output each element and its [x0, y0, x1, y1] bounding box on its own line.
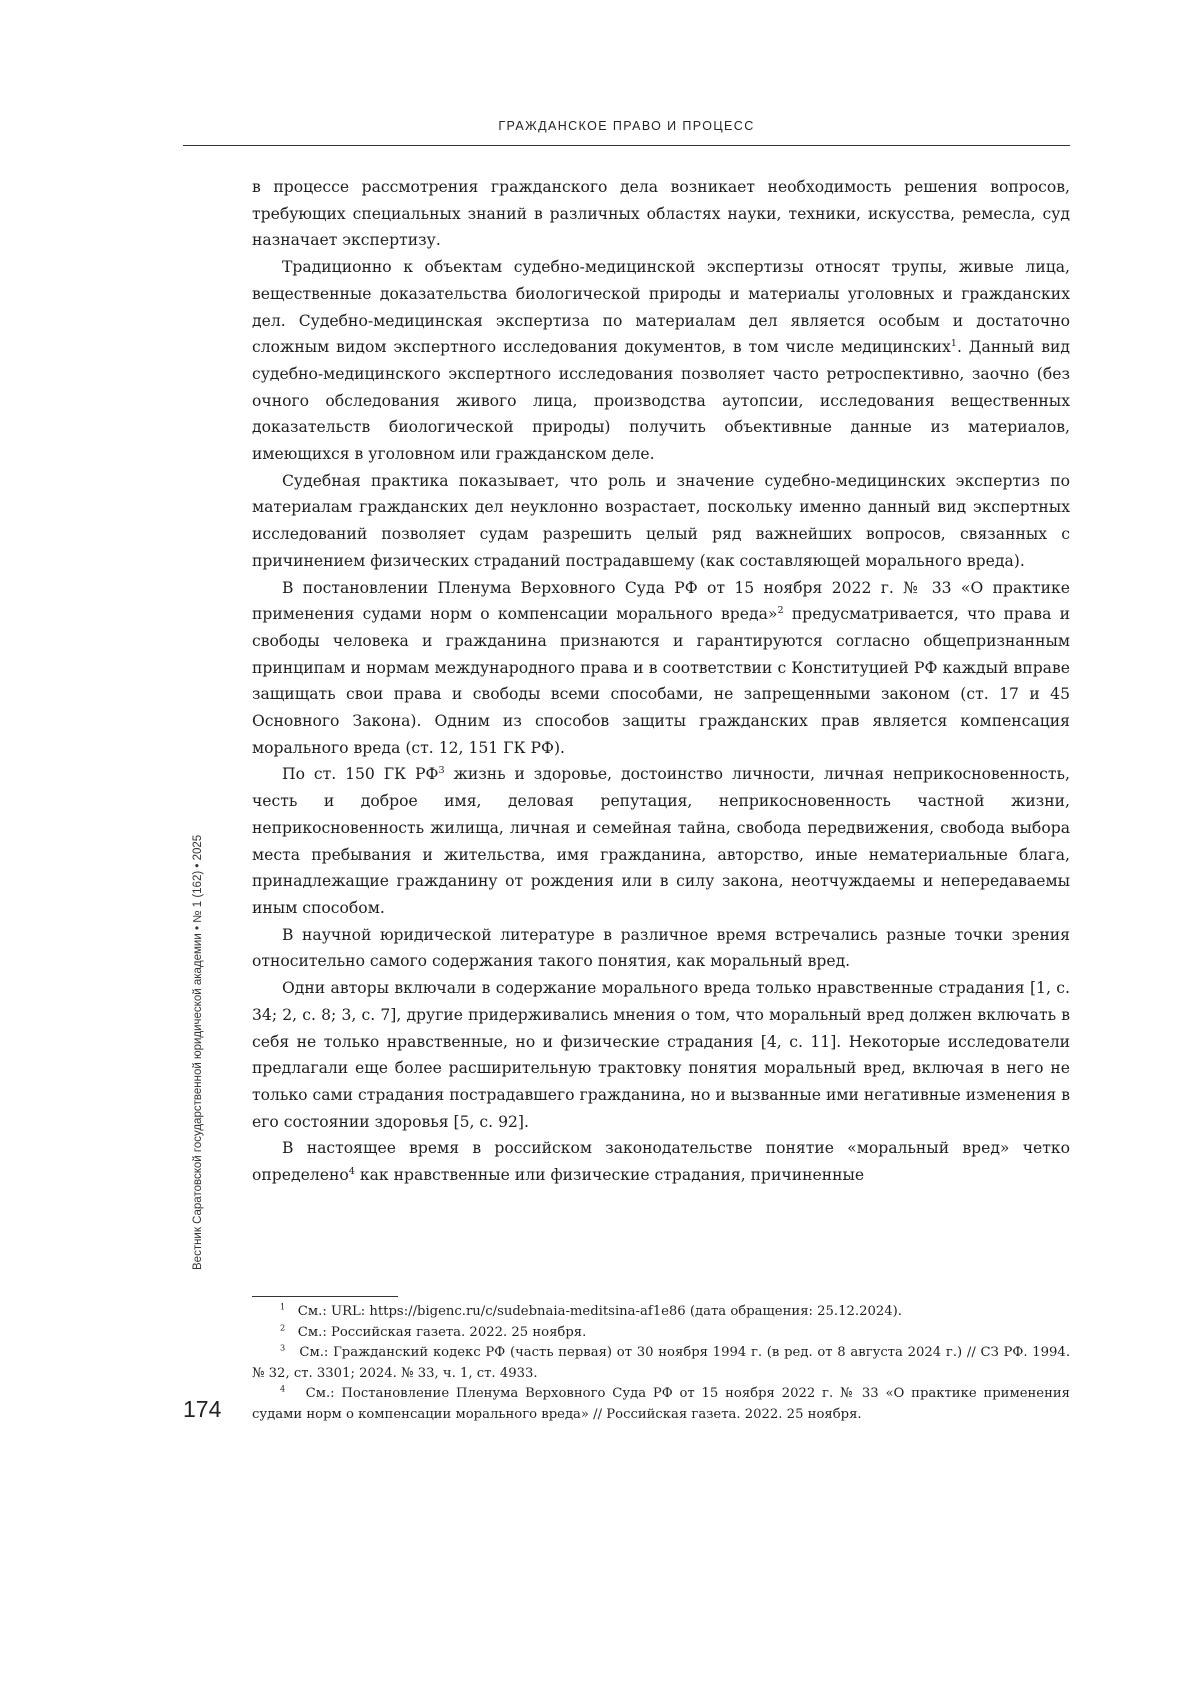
paragraph-8-text-b: как нравственные или физические страдания, причиненные — [354, 1166, 865, 1185]
footnote-number: 2 — [280, 1322, 286, 1333]
footnote-text: См.: Российская газета. 2022. 25 ноября. — [297, 1324, 587, 1340]
paragraph-4 — [252, 575, 1070, 762]
footnote-number: 4 — [280, 1383, 286, 1394]
footnote-text: См.: Гражданский кодекс РФ (часть первая) от 30 ноября 1994 г. (в ред. от 8 августа 2024 г.) // СЗ РФ. 1994. № 32, ст. 3301; 2024. № 33, ч. 1, ст. 4933. — [252, 1345, 1071, 1381]
footnote-number: 1 — [280, 1301, 286, 1312]
footnote-number: 3 — [280, 1342, 286, 1353]
paragraph-5-text-a: По ст. 150 ГК РФ — [282, 765, 439, 784]
footnote-3 — [252, 1343, 1070, 1384]
paragraph-2-text-b: . Данный вид судебно-медицинского экспертного исследования позволяет часто ретроспективно, заочно (без очного обследования живого лица, производства аутопсии, исследования вещественных доказательств биологической природы) получить объективные данные из материалов, имеющихся в уголовном или гражданском деле. — [252, 338, 1070, 464]
paragraph-5 — [252, 761, 1070, 921]
footnote-ref-4[interactable]: 4 — [348, 1165, 355, 1177]
paragraph-3: Судебная практика показывает, что роль и значение судебно-медицинских экспертиз по материалам гражданских дел неуклонно возрастает, поскольку именно данный вид экспертных исследований позволяет судам разрешить целый ряд важнейших вопросов, связанных с причинением физических страданий пострадавшему (как составляющей морального вреда). — [252, 471, 1070, 570]
journal-side-caption: Вестник Саратовской государственной юридической академии • № 1 (162) • 2025 — [192, 834, 204, 1270]
footnote-ref-1[interactable]: 1 — [950, 338, 957, 350]
running-head: ГРАЖДАНСКОЕ ПРАВО И ПРОЦЕСС — [498, 119, 755, 133]
footnote-text: См.: URL: https://bigenc.ru/c/sudebnaia-meditsina-af1e86 (дата обращения: 25.12.2024). — [297, 1304, 902, 1319]
paragraph-6: В научной юридической литературе в различное время встречались разные точки зрения относительно самого содержания такого понятия, как моральный вред. — [252, 925, 1070, 971]
footnote-1 — [252, 1302, 1070, 1323]
paragraph-7: Одни авторы включали в содержание морального вреда только нравственные страдания [1, с. 34; 2, с. 8; 3, с. 7], другие придерживались мнения о том, что моральный вред должен включать в себя не только нравственные, но и физические страдания [4, с. 11]. Некоторые исследователи предлагали еще более расширительную трактовку понятия моральный вред, включая в него не только сами страдания пострадавшего гражданина, но и вызванные ими негативные изменения в его состоянии здоровья [5, с. 92]. — [252, 979, 1070, 1131]
header-rule — [183, 145, 1070, 146]
footnote-text: См.: Постановление Пленума Верховного Суда РФ от 15 ноября 2022 г. № 33 «О практике применения судами норм о компенсации морального вреда» // Российская газета. 2022. 25 ноября. — [252, 1386, 1071, 1422]
footnotes — [252, 1302, 1070, 1426]
footnote-4 — [252, 1384, 1070, 1425]
paragraph-2-text-a: Традиционно к объектам судебно-медицинской экспертизы относят трупы, живые лица, вещественные доказательства биологической природы и материалы уголовных и гражданских дел. Судебно-медицинская экспертиза по материалам дел является особым и достаточно сложным видом экспертного исследования документов, в том числе медицинских — [252, 258, 1070, 357]
paragraph-2 — [252, 254, 1070, 468]
paragraph-8 — [252, 1135, 1070, 1188]
article-body — [252, 174, 1070, 1189]
footnote-rule — [252, 1296, 398, 1297]
page-number: 174 — [183, 1396, 222, 1422]
paragraph-5-text-b: жизнь и здоровье, достоинство личности, личная неприкосновенность, честь и доброе имя, деловая репутация, неприкосновенность частной жизни, неприкосновенность жилища, личная и семейная тайна, свобода передвижения, свобода выбора места пребывания и жительства, имя гражданина, авторство, иные нематериальные блага, принадлежащие гражданину от рождения или в силу закона, неотчуждаемы и непередаваемы иным способом. — [252, 765, 1070, 917]
footnote-2 — [252, 1323, 1070, 1344]
footnote-ref-3[interactable]: 3 — [438, 765, 445, 777]
footnote-ref-2[interactable]: 2 — [777, 605, 784, 617]
paragraph-1: в процессе рассмотрения гражданского дела возникает необходимость решения вопросов, требующих специальных знаний в различных областях науки, техники, искусства, ремесла, суд назначает экспертизу. — [252, 178, 1070, 250]
paragraph-4-text-b: предусматривается, что права и свободы человека и гражданина признаются и гарантируются согласно общепризнанным принципам и нормам международного права и в соответствии с Конституцией РФ каждый вправе защищать свои права и свободы всеми способами, не запрещенными законом (ст. 17 и 45 Основного Закона). Одним из способов защиты гражданских прав является компенсация морального вреда (ст. 12, 151 ГК РФ). — [252, 605, 1070, 757]
paragraph-8-text-a: В настоящее время в российском законодательстве понятие «моральный вред» четко определено — [252, 1139, 1070, 1185]
paragraph-4-text-a: В постановлении Пленума Верховного Суда РФ от 15 ноября 2022 г. № 33 «О практике применения судами норм о компенсации морального вреда» — [252, 578, 1070, 624]
